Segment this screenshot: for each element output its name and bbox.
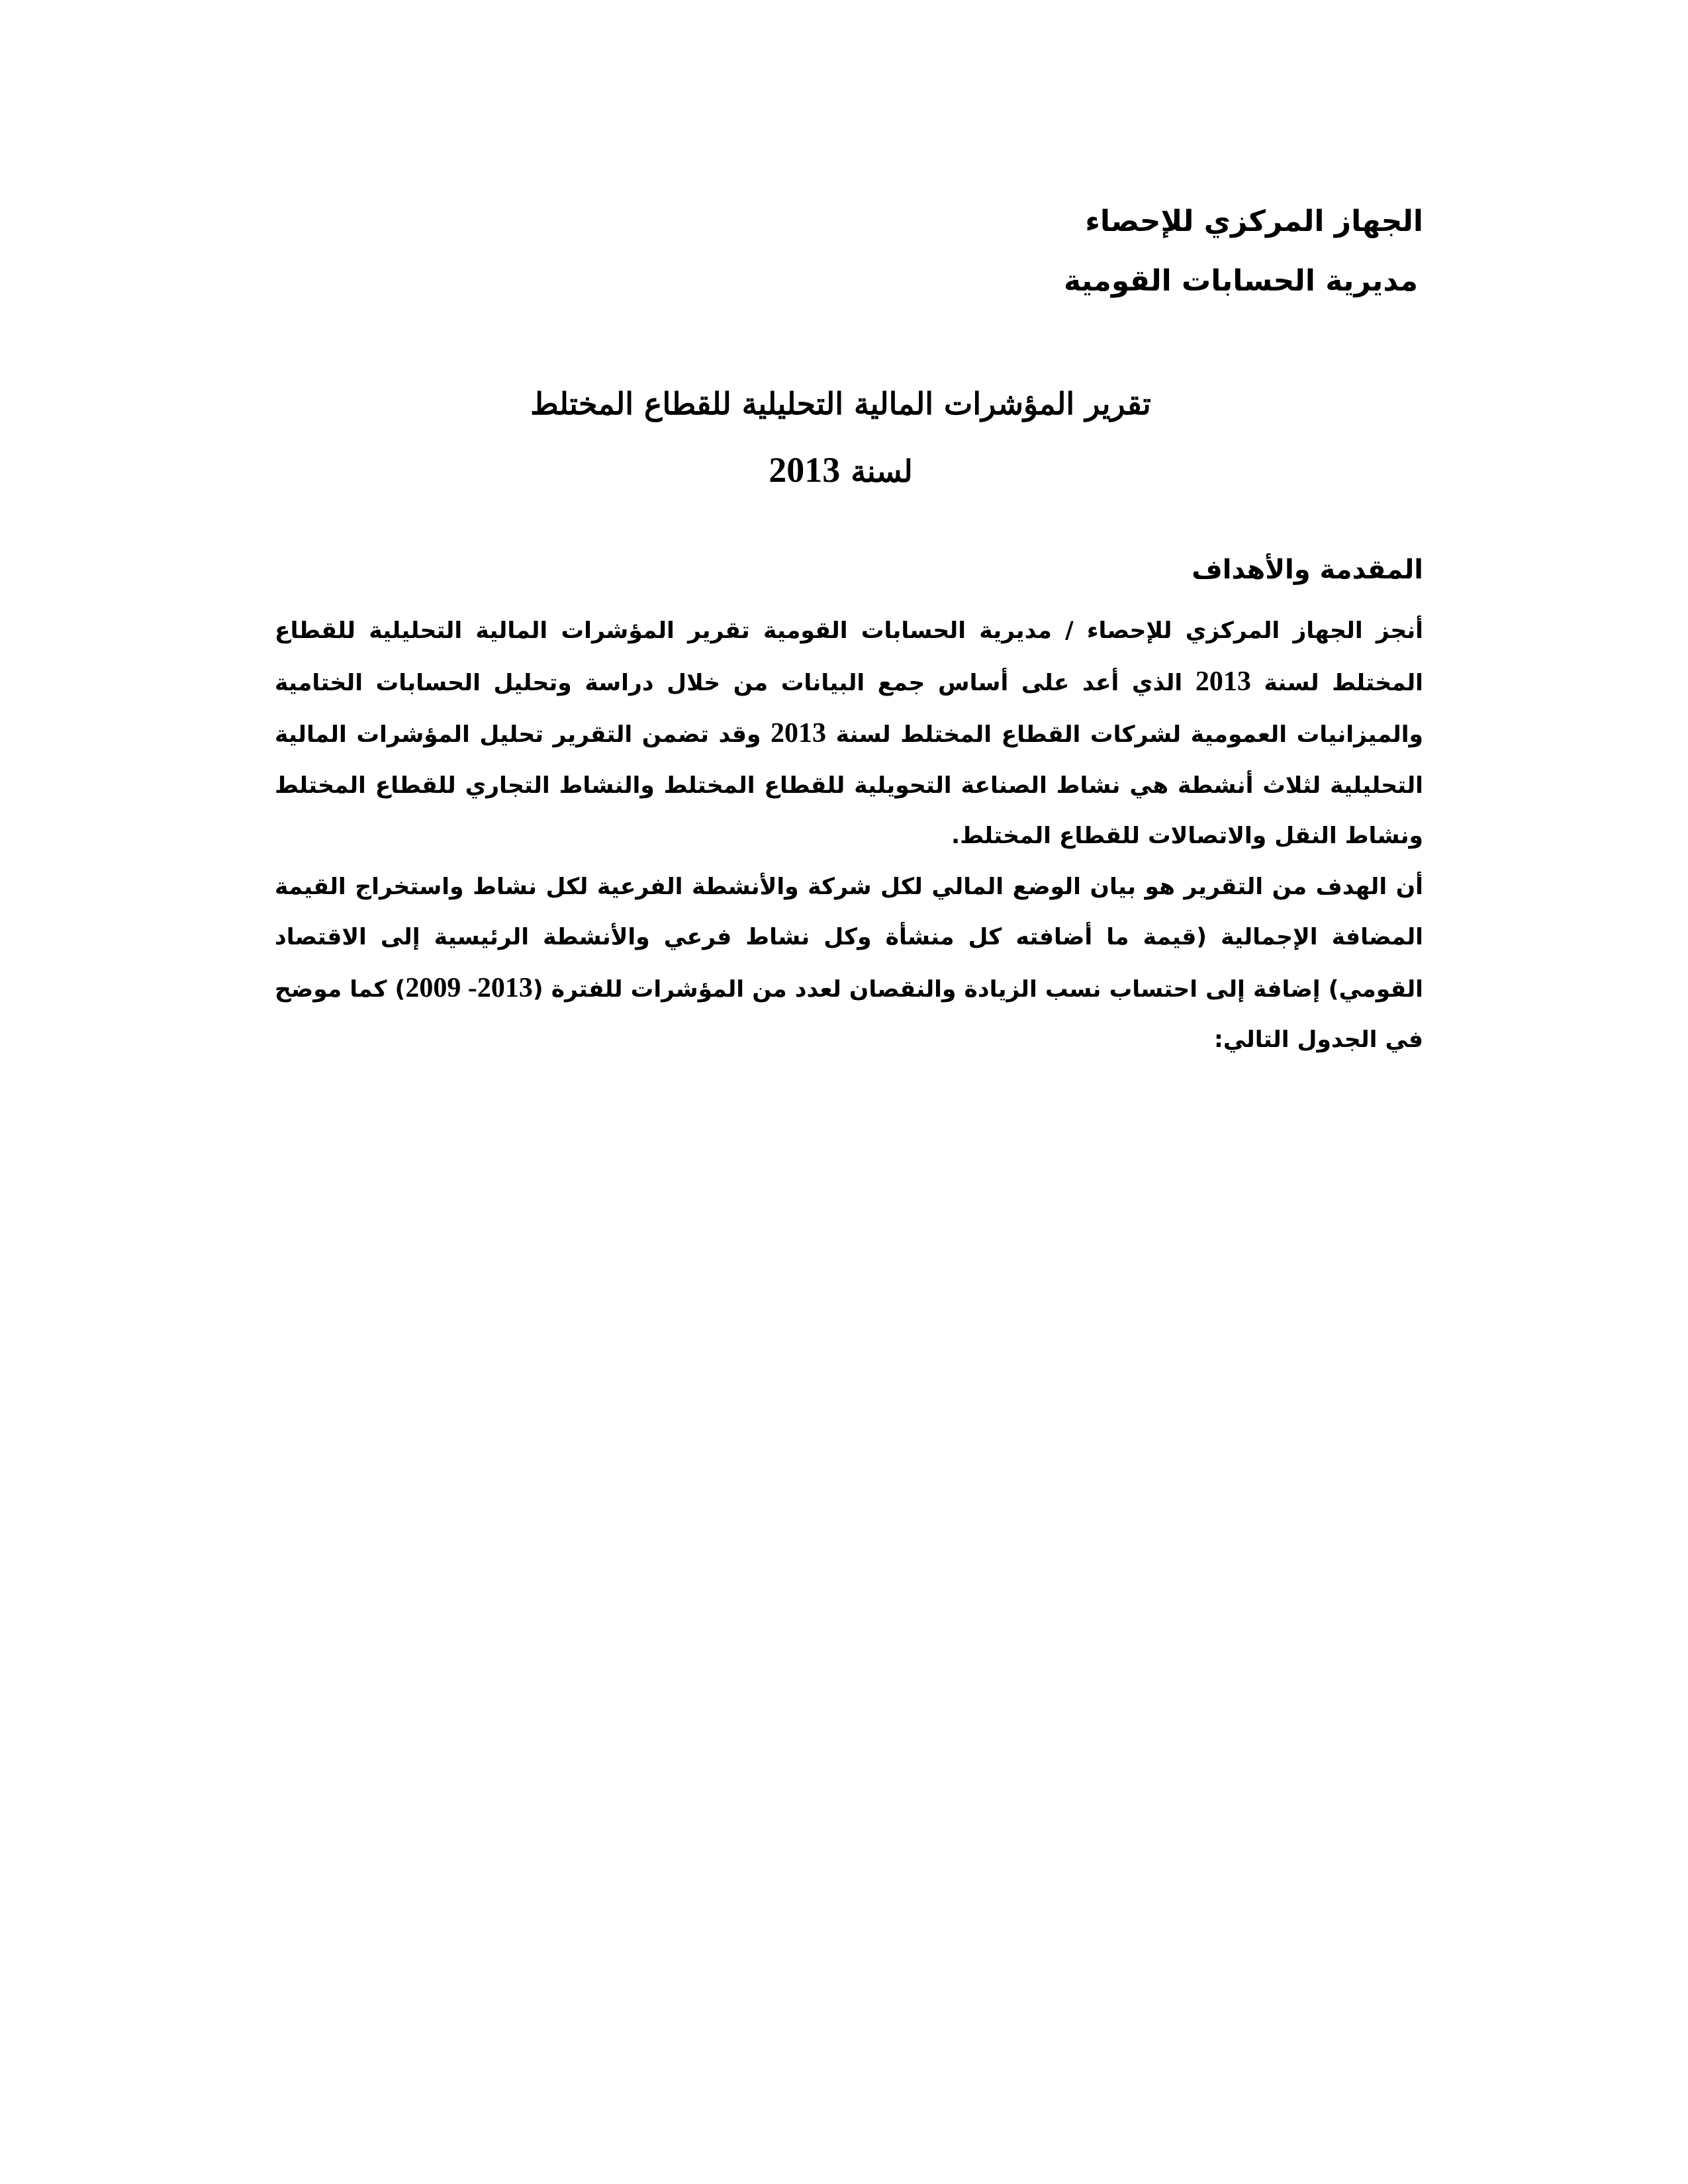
year-number: 2013 [1195,666,1251,697]
report-title-year: 2013 [769,450,841,490]
paragraph-text: أنجز الجهاز المركزي للإحصاء / مديرية الحسابات القومية تقرير المؤشرات المالية التحليلية للقطاع المختلط لسنة [275,617,1423,696]
report-title-year-line [397,437,1284,504]
year-number: 2013 [771,718,827,749]
paragraph-introduction [275,606,1423,862]
organization-header [960,192,1423,311]
directorate-name: مديرية الحسابات القومية [1063,264,1418,298]
paragraph-objectives [275,862,1423,1066]
paragraph-text: أن الهدف من التقرير هو بيان الوضع المالي لكل شركة والأنشطة الفرعية لكل نشاط واستخراج القيمة المضافة الإجمالية (قيمة ما أضافته كل منشأة وكل نشاط فرعي والأنشطة الرئيسية إلى الاقتصاد القومي) إضافة إلى احتساب نسب الزيادة والنقصان لعدد من المؤشرات للفترة ( [275,873,1423,1003]
paragraph-text: ) كما موضح في الجدول التالي: [275,976,1423,1053]
paragraph-text: الذي أعد على أساس جمع البيانات من خلال دراسة وتحليل الحسابات الختامية والميزانيات العمومية لشركات القطاع المختلط لسنة [275,669,1423,748]
report-title [397,371,1284,504]
section-heading: المقدمة والأهداف [1192,555,1423,585]
period-range: 2009 -2013 [405,972,533,1003]
organization-name: الجهاز المركزي للإحصاء [1085,205,1423,238]
section-body [275,606,1423,1066]
report-title-year-prefix: لسنة [851,453,913,489]
report-title-main: تقرير المؤشرات المالية التحليلية للقطاع المختلط [530,386,1151,422]
paragraph-text: وقد تضمن التقرير تحليل المؤشرات المالية التحليلية لثلاث أنشطة هي نشاط الصناعة التحويلية للقطاع المختلط والنشاط التجاري للقطاع المختلط ونشاط النقل والاتصالات للقطاع المختلط. [275,721,1423,849]
